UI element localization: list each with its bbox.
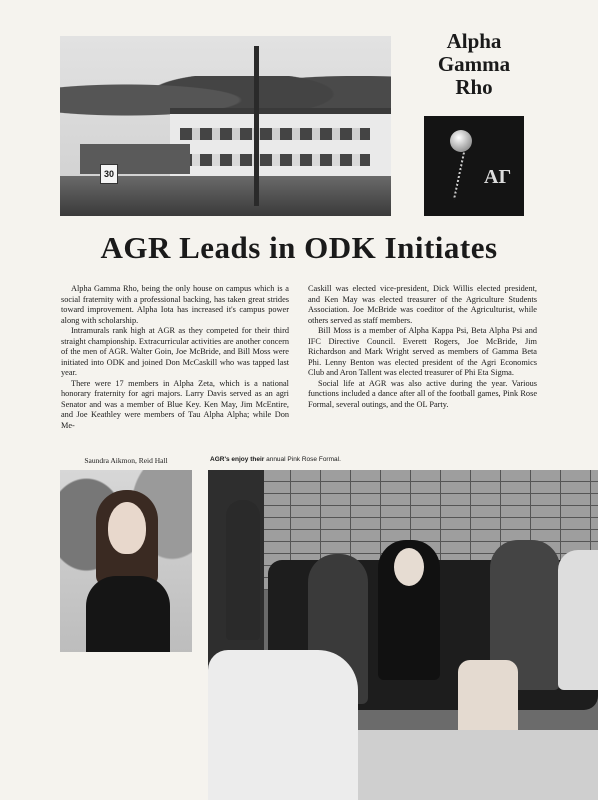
dance-caption-bold: AGR's enjoy their: [210, 456, 265, 463]
paragraph: There were 17 members in Alpha Zeta, which is a national honorary fraternity for agri majors. Larry Davis served as an agri Senator and was a member of Blue Key. Ken May, Jim McEntire, and Joe Keathley were members of Tau Alpha Alpha; while Don Me-: [61, 378, 289, 430]
paragraph: Alpha Gamma Rho, being the only house on campus which is a social fraternity with a professional backing, has taken great strides toward improvement. Alpha Iota has increased it's campus power along with scholarship.: [61, 284, 289, 325]
fraternity-name-line-3: Rho: [455, 75, 493, 99]
fraternity-pin-photo: [424, 116, 524, 216]
dance-caption: [210, 456, 598, 463]
pin-letters: AΓ: [484, 166, 512, 188]
article-column-right: [308, 284, 537, 410]
paragraph-continuation: Caskill was elected vice-president, Dick Willis elected president, and Ken May was elected treasurer of the Agriculture Students Association. Joe McBride was coeditor of the Agriculturist, while others served as staff members.: [308, 284, 537, 325]
paragraph: Bill Moss is a member of Alpha Kappa Psi, Beta Alpha Psi and IFC Directive Council. Everett Rogers, Joe McBride, Jim Richardson and Mark Wright served as members of Gamma Beta Phi. Lenny Benton was elected president of the Agri Economics Club and Aron Tallent was elected treasurer of Phi Eta Sigma.: [308, 326, 537, 377]
paragraph: Social life at AGR was also active during the year. Various functions included a dance after all of the football games, Pink Rose Formal, several outings, and the OL Party.: [308, 378, 537, 409]
fraternity-name: [424, 30, 524, 99]
portrait-caption: Saundra Aikmon, Reid Hall: [84, 456, 168, 465]
portrait-photo: [60, 470, 192, 652]
fraternity-name-line-2: Gamma: [437, 52, 511, 76]
article-headline: AGR Leads in ODK Initiates: [100, 230, 498, 265]
fraternity-name-line-1: Alpha: [446, 29, 502, 53]
dance-caption-text: annual Pink Rose Formal.: [264, 456, 341, 463]
paragraph: Intramurals rank high at AGR as they competed for their third straight championship. Extracurricular activities are another concern of the men of AGR. Walter Goin, Joe McBride, and Bill Moss were initiated into ODK and joined Don McCaskill who was tapped last year.: [61, 326, 289, 377]
speed-limit-sign: 30: [100, 164, 118, 184]
pearl-pin-icon: [450, 130, 472, 152]
dance-photo: [208, 470, 598, 800]
article-column-left: [61, 284, 289, 431]
house-photo: [60, 36, 391, 216]
